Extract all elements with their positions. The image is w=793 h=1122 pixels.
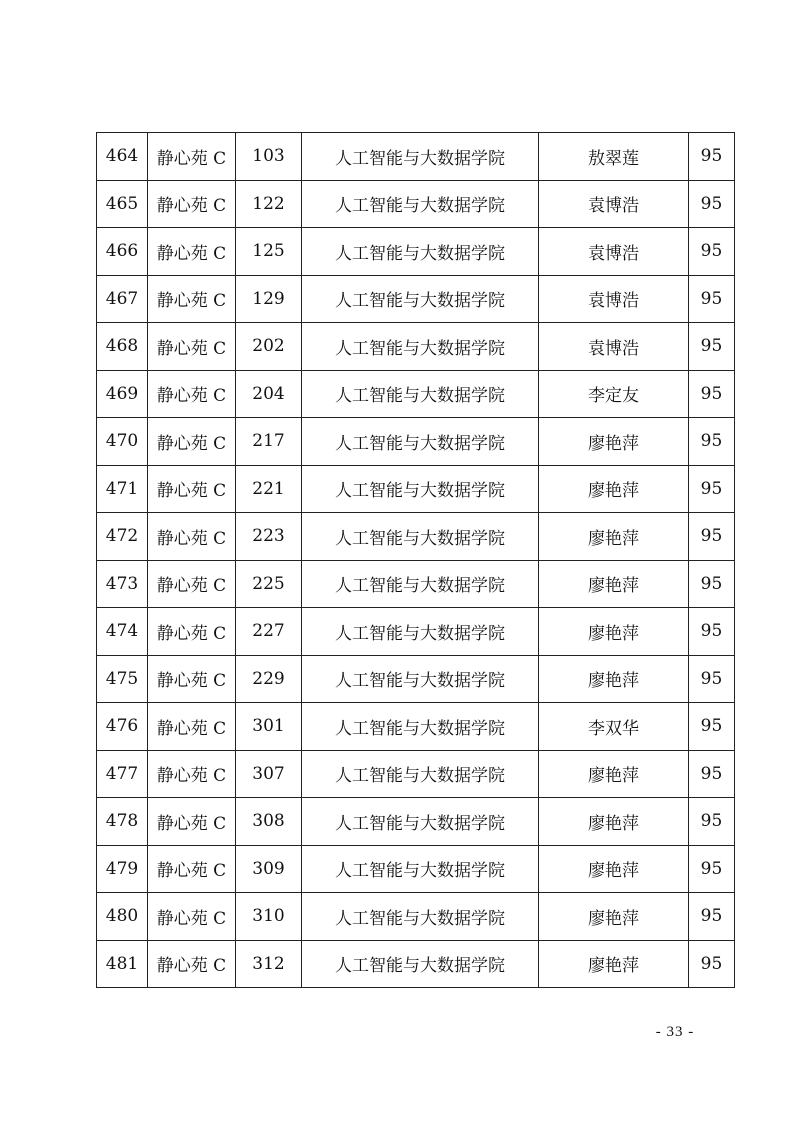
row-number-cell: 468 — [97, 323, 148, 371]
college-cell: 人工智能与大数据学院 — [302, 418, 539, 466]
building-cell: 静心苑 C — [148, 133, 236, 181]
college-cell: 人工智能与大数据学院 — [302, 513, 539, 561]
table-row — [97, 275, 735, 323]
college-cell: 人工智能与大数据学院 — [302, 750, 539, 798]
score-cell: 95 — [689, 750, 735, 798]
score-cell: 95 — [689, 228, 735, 276]
counselor-cell: 廖艳萍 — [539, 940, 689, 988]
score-cell: 95 — [689, 323, 735, 371]
room-number-cell: 227 — [236, 608, 302, 656]
table-row — [97, 133, 735, 181]
room-number-cell: 225 — [236, 560, 302, 608]
row-number-cell: 469 — [97, 370, 148, 418]
table-row — [97, 655, 735, 703]
counselor-cell: 廖艳萍 — [539, 465, 689, 513]
college-cell: 人工智能与大数据学院 — [302, 133, 539, 181]
score-cell: 95 — [689, 560, 735, 608]
counselor-cell: 李双华 — [539, 703, 689, 751]
score-cell: 95 — [689, 940, 735, 988]
score-cell: 95 — [689, 893, 735, 941]
college-cell: 人工智能与大数据学院 — [302, 370, 539, 418]
table-row — [97, 513, 735, 561]
room-number-cell: 229 — [236, 655, 302, 703]
score-cell: 95 — [689, 845, 735, 893]
row-number-cell: 473 — [97, 560, 148, 608]
room-number-cell: 217 — [236, 418, 302, 466]
dormitory-score-table — [96, 132, 735, 988]
score-cell: 95 — [689, 655, 735, 703]
building-cell: 静心苑 C — [148, 845, 236, 893]
college-cell: 人工智能与大数据学院 — [302, 893, 539, 941]
table-row — [97, 703, 735, 751]
row-number-cell: 479 — [97, 845, 148, 893]
building-cell: 静心苑 C — [148, 228, 236, 276]
table-row — [97, 465, 735, 513]
room-number-cell: 312 — [236, 940, 302, 988]
counselor-cell: 袁博浩 — [539, 275, 689, 323]
row-number-cell: 474 — [97, 608, 148, 656]
table-row — [97, 940, 735, 988]
building-cell: 静心苑 C — [148, 180, 236, 228]
row-number-cell: 464 — [97, 133, 148, 181]
building-cell: 静心苑 C — [148, 323, 236, 371]
table-row — [97, 370, 735, 418]
row-number-cell: 466 — [97, 228, 148, 276]
college-cell: 人工智能与大数据学院 — [302, 323, 539, 371]
room-number-cell: 309 — [236, 845, 302, 893]
counselor-cell: 敖翠莲 — [539, 133, 689, 181]
counselor-cell: 袁博浩 — [539, 228, 689, 276]
table-row — [97, 418, 735, 466]
table-row — [97, 560, 735, 608]
college-cell: 人工智能与大数据学院 — [302, 608, 539, 656]
room-number-cell: 310 — [236, 893, 302, 941]
table-row — [97, 323, 735, 371]
table-row — [97, 893, 735, 941]
counselor-cell: 袁博浩 — [539, 180, 689, 228]
score-cell: 95 — [689, 608, 735, 656]
room-number-cell: 122 — [236, 180, 302, 228]
table-row — [97, 608, 735, 656]
table-row — [97, 845, 735, 893]
score-cell: 95 — [689, 418, 735, 466]
row-number-cell: 477 — [97, 750, 148, 798]
row-number-cell: 480 — [97, 893, 148, 941]
score-cell: 95 — [689, 370, 735, 418]
building-cell: 静心苑 C — [148, 750, 236, 798]
room-number-cell: 204 — [236, 370, 302, 418]
counselor-cell: 袁博浩 — [539, 323, 689, 371]
college-cell: 人工智能与大数据学院 — [302, 798, 539, 846]
score-cell: 95 — [689, 180, 735, 228]
room-number-cell: 307 — [236, 750, 302, 798]
building-cell: 静心苑 C — [148, 465, 236, 513]
college-cell: 人工智能与大数据学院 — [302, 560, 539, 608]
building-cell: 静心苑 C — [148, 893, 236, 941]
building-cell: 静心苑 C — [148, 703, 236, 751]
counselor-cell: 廖艳萍 — [539, 845, 689, 893]
college-cell: 人工智能与大数据学院 — [302, 228, 539, 276]
college-cell: 人工智能与大数据学院 — [302, 845, 539, 893]
row-number-cell: 478 — [97, 798, 148, 846]
building-cell: 静心苑 C — [148, 513, 236, 561]
building-cell: 静心苑 C — [148, 275, 236, 323]
table-row — [97, 180, 735, 228]
counselor-cell: 廖艳萍 — [539, 418, 689, 466]
counselor-cell: 廖艳萍 — [539, 560, 689, 608]
counselor-cell: 廖艳萍 — [539, 798, 689, 846]
row-number-cell: 476 — [97, 703, 148, 751]
row-number-cell: 470 — [97, 418, 148, 466]
counselor-cell: 廖艳萍 — [539, 655, 689, 703]
room-number-cell: 221 — [236, 465, 302, 513]
college-cell: 人工智能与大数据学院 — [302, 940, 539, 988]
room-number-cell: 223 — [236, 513, 302, 561]
counselor-cell: 李定友 — [539, 370, 689, 418]
college-cell: 人工智能与大数据学院 — [302, 655, 539, 703]
building-cell: 静心苑 C — [148, 370, 236, 418]
college-cell: 人工智能与大数据学院 — [302, 275, 539, 323]
row-number-cell: 465 — [97, 180, 148, 228]
room-number-cell: 202 — [236, 323, 302, 371]
row-number-cell: 467 — [97, 275, 148, 323]
row-number-cell: 471 — [97, 465, 148, 513]
row-number-cell: 472 — [97, 513, 148, 561]
building-cell: 静心苑 C — [148, 798, 236, 846]
building-cell: 静心苑 C — [148, 940, 236, 988]
table-row — [97, 228, 735, 276]
building-cell: 静心苑 C — [148, 560, 236, 608]
room-number-cell: 308 — [236, 798, 302, 846]
row-number-cell: 475 — [97, 655, 148, 703]
college-cell: 人工智能与大数据学院 — [302, 465, 539, 513]
counselor-cell: 廖艳萍 — [539, 750, 689, 798]
building-cell: 静心苑 C — [148, 655, 236, 703]
building-cell: 静心苑 C — [148, 608, 236, 656]
row-number-cell: 481 — [97, 940, 148, 988]
room-number-cell: 301 — [236, 703, 302, 751]
table-row — [97, 798, 735, 846]
college-cell: 人工智能与大数据学院 — [302, 180, 539, 228]
room-number-cell: 125 — [236, 228, 302, 276]
counselor-cell: 廖艳萍 — [539, 608, 689, 656]
college-cell: 人工智能与大数据学院 — [302, 703, 539, 751]
room-number-cell: 103 — [236, 133, 302, 181]
score-cell: 95 — [689, 798, 735, 846]
score-cell: 95 — [689, 275, 735, 323]
building-cell: 静心苑 C — [148, 418, 236, 466]
score-cell: 95 — [689, 703, 735, 751]
score-cell: 95 — [689, 133, 735, 181]
room-number-cell: 129 — [236, 275, 302, 323]
score-cell: 95 — [689, 465, 735, 513]
page-number: - 33 - — [655, 1024, 695, 1040]
score-cell: 95 — [689, 513, 735, 561]
counselor-cell: 廖艳萍 — [539, 513, 689, 561]
table-body — [97, 133, 735, 988]
table-row — [97, 750, 735, 798]
counselor-cell: 廖艳萍 — [539, 893, 689, 941]
